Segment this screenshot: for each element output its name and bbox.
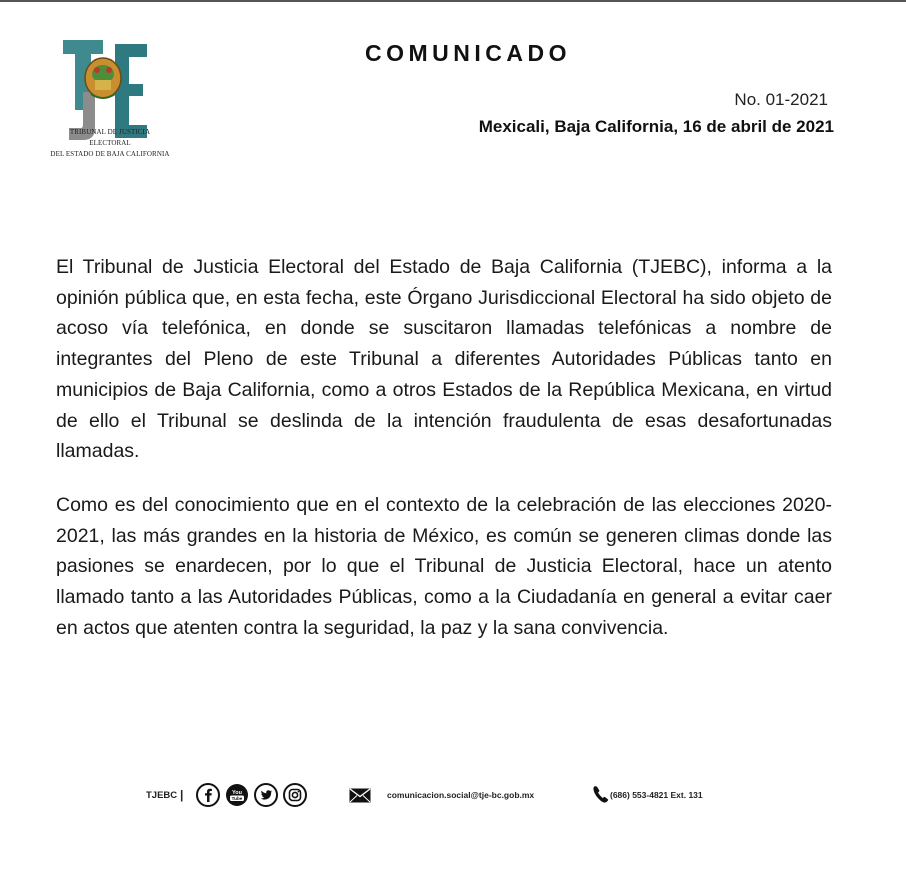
phone-icon: [592, 784, 610, 804]
top-border: [0, 0, 906, 2]
footer-email[interactable]: comunicacion.social@tje-bc.gob.mx: [387, 790, 535, 800]
svg-text:Tube: Tube: [231, 796, 243, 801]
logo-caption-line2: DEL ESTADO DE BAJA CALIFORNIA: [50, 150, 170, 158]
logo-caption: [50, 127, 170, 160]
twitter-icon[interactable]: [254, 783, 278, 807]
document-number: No. 01-2021: [734, 90, 828, 109]
logo-caption-line1: TRIBUNAL DE JUSTICIA ELECTORAL: [69, 128, 151, 147]
body-paragraph-2: Como es del conocimiento que en el contexto de la celebración de las elecciones 2020-2021, las más grandes en la historia de México, es común se generen climas donde las pasiones se enardecen, por lo que el Tribunal de Justicia Electoral, hace un atento llamado tanto a las Autoridades Públicas, como a la Ciudadanía en general a evitar caer en actos que atenten contra la seguridad, la paz y la sana convivencia.: [56, 494, 832, 639]
footer-phone[interactable]: (686) 553-4821 Ext. 131: [610, 790, 703, 800]
footer-abbreviation: TJEBC: [146, 790, 178, 801]
body-paragraph-1: El Tribunal de Justicia Electoral del Estado de Baja California (TJEBC), informa a la opinión pública que, en esta fecha, este Órgano Jurisdiccional Electoral ha sido objeto de acoso vía telefónica, en donde se suscitaron llamadas telefónicas a nombre de integrantes del Pleno de este Tribunal a diferentes Autoridades Públicas tanto en municipios de Baja California, como a otros Estados de la República Mexicana, en virtud de ello el Tribunal se deslinda de la intención fraudulenta de esas desafortunadas llamadas.: [56, 256, 832, 463]
place-and-date: Mexicali, Baja California, 16 de abril de 2021: [478, 117, 834, 136]
instagram-icon[interactable]: [283, 783, 307, 807]
footer: [0, 780, 906, 810]
facebook-icon[interactable]: [196, 783, 220, 807]
youtube-icon[interactable]: [225, 783, 249, 807]
envelope-icon: [349, 788, 371, 803]
footer-separator: |: [180, 788, 184, 802]
page-title: COMUNICADO: [365, 40, 571, 66]
svg-text:You: You: [232, 790, 242, 796]
